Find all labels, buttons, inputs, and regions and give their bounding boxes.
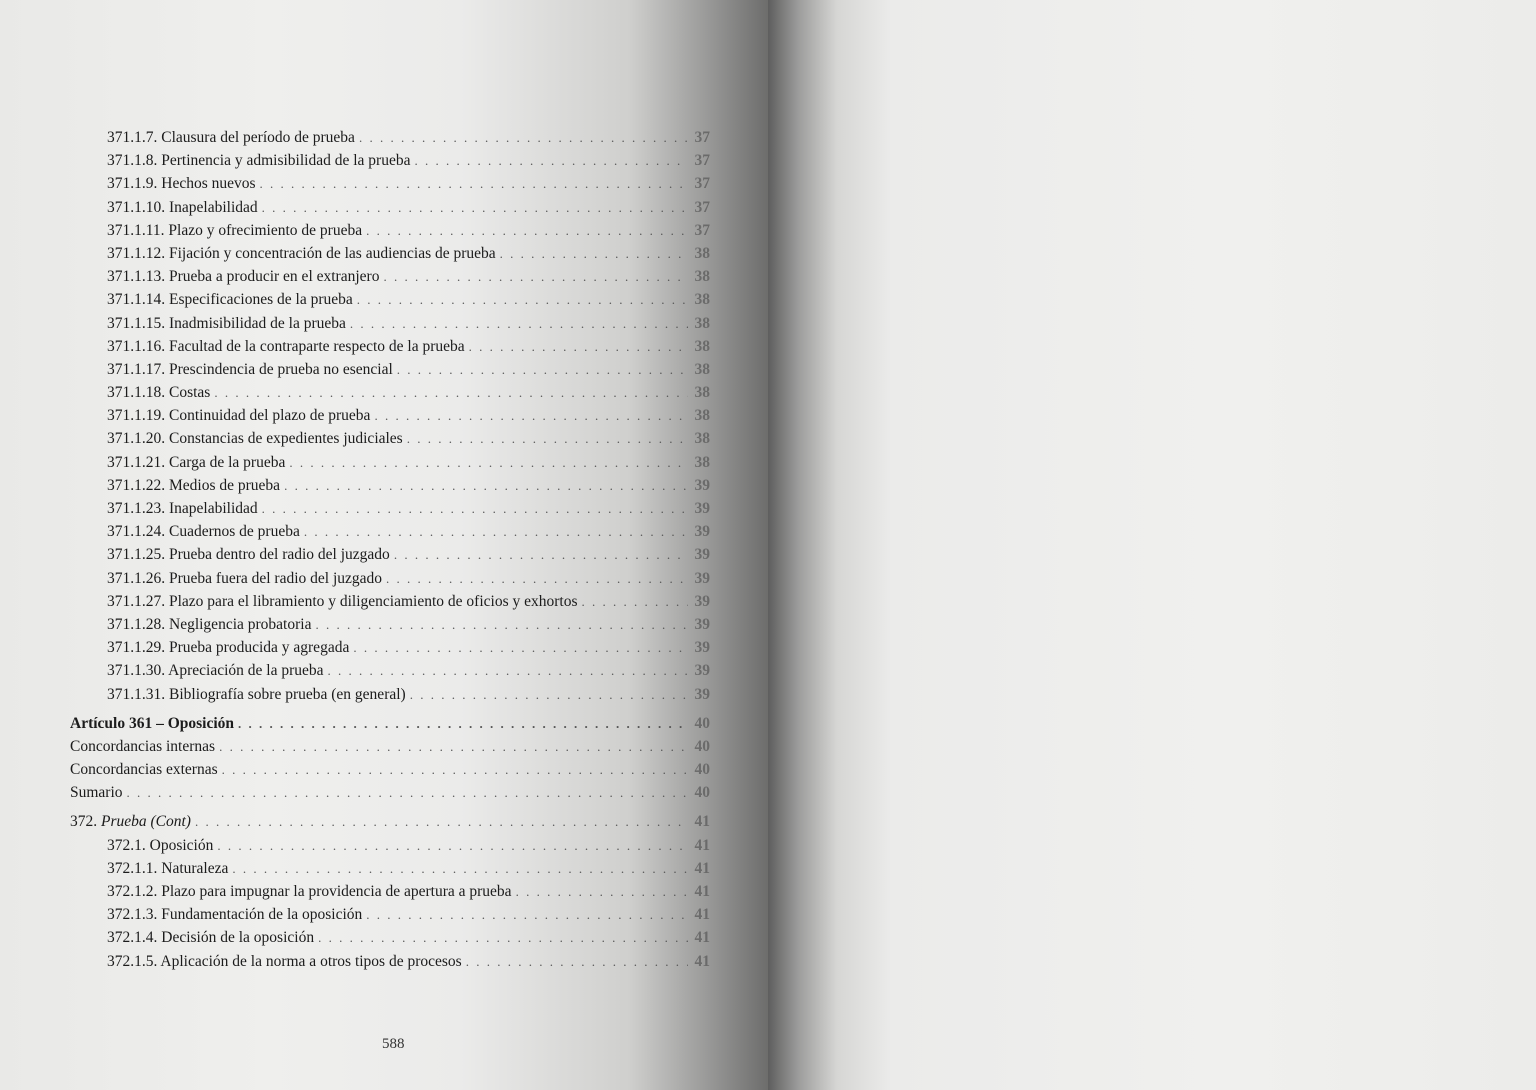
toc-entry-label: 371.1.23. Inapelabilidad: [107, 500, 258, 517]
toc-entry-label: 371.1.9. Hechos nuevos: [107, 175, 256, 193]
toc-entry-label: 371.1.25. Prueba dentro del radio del juzgado: [107, 546, 390, 564]
dot-leader: [353, 636, 688, 659]
left-toc-list: [70, 126, 710, 973]
toc-page-number: 38: [694, 291, 710, 309]
toc-entry-label: 371.1.12. Fijación y concentración de las audiencias de prueba: [107, 244, 496, 262]
toc-entry: [70, 265, 710, 288]
toc-page-number: 39: [694, 662, 710, 680]
toc-entry-label: 372.1. Oposición: [107, 836, 214, 854]
dot-leader: [328, 659, 689, 682]
dot-leader: [397, 358, 688, 381]
dot-leader: [357, 288, 688, 311]
toc-entry: [70, 288, 710, 311]
toc-entry: [70, 712, 710, 735]
toc-entry-label: 371.1.24. Cuadernos de prueba: [107, 523, 300, 541]
toc-page-number: 39: [694, 569, 710, 587]
toc-page-number: 41: [694, 836, 710, 854]
toc-page-number: 37: [694, 175, 710, 193]
dot-leader: [386, 567, 688, 590]
toc-entry-label: 371.1.10. Inapelabilidad: [107, 198, 258, 216]
toc-entry-label: 372.1.3. Fundamentación de la oposición: [107, 906, 363, 924]
dot-leader: [315, 613, 688, 636]
toc-page-number: 41: [694, 952, 710, 970]
toc-entry: [70, 335, 710, 358]
toc-entry: [70, 781, 710, 804]
toc-entry: [70, 683, 710, 706]
dot-leader: [222, 758, 688, 781]
dot-leader: [238, 712, 688, 735]
toc-entry-label: 371.1.27. Plazo para el libramiento y diligenciamiento de oficios y exhortos: [107, 592, 578, 610]
dot-leader: [407, 427, 688, 450]
toc-entry-label: 371.1.7. Clausura del período de prueba: [107, 129, 355, 146]
dot-leader: [394, 543, 688, 566]
toc-page-number: 41: [694, 859, 710, 877]
dot-leader: [318, 926, 688, 949]
right-page: [768, 0, 1536, 1090]
toc-entry-label: 371.1.11. Plazo y ofrecimiento de prueba: [107, 221, 363, 239]
toc-entry: [70, 926, 710, 949]
dot-leader: [195, 810, 688, 833]
toc-entry: [70, 196, 710, 219]
toc-entry: [70, 427, 710, 450]
toc-page-number: 41: [694, 883, 710, 900]
toc-entry: [70, 810, 710, 833]
toc-entry-label: 372.1.1. Naturaleza: [107, 859, 229, 877]
toc-page-number: 39: [694, 546, 710, 564]
toc-page-number: 38: [694, 407, 710, 425]
toc-entry-label: 371.1.18. Costas: [107, 384, 211, 402]
dot-leader: [383, 265, 688, 288]
toc-entry-label: Artículo 361 – Oposición: [70, 714, 235, 732]
dot-leader: [262, 497, 688, 520]
toc-entry-label: 371.1.20. Constancias de expedientes judiciales: [107, 430, 403, 448]
dot-leader: [366, 219, 688, 242]
toc-entry-label: 372.1.2. Plazo para impugnar la providencia de apertura a prueba: [107, 883, 512, 900]
toc-entry: [70, 149, 710, 172]
toc-page-number: 37: [694, 198, 710, 216]
toc-entry-label: Concordancias externas: [70, 761, 218, 779]
toc-entry: [70, 590, 710, 613]
toc-entry-label: 371.1.29. Prueba producida y agregada: [107, 639, 350, 657]
dot-leader: [469, 335, 688, 358]
toc-page-number: 38: [694, 384, 710, 402]
left-page-number: 588: [382, 1036, 405, 1052]
toc-entry: [70, 903, 710, 926]
dot-leader: [232, 857, 688, 880]
toc-entry: [70, 126, 710, 149]
dot-leader: [500, 242, 688, 265]
toc-entry-label: [70, 810, 191, 833]
dot-leader: [260, 172, 688, 195]
toc-entry: [70, 404, 710, 427]
toc-entry-label: 371.1.14. Especificaciones de la prueba: [107, 291, 353, 309]
toc-entry: [70, 950, 710, 973]
toc-page-number: 37: [694, 129, 710, 146]
toc-entry-label: 371.1.26. Prueba fuera del radio del juzgado: [107, 569, 383, 587]
toc-entry: [70, 474, 710, 497]
toc-entry: [70, 567, 710, 590]
toc-entry-label: 371.1.17. Prescindencia de prueba no esencial: [107, 360, 393, 378]
dot-leader: [214, 381, 688, 404]
dot-leader: [516, 880, 688, 903]
toc-section-title: Prueba (Cont): [101, 813, 191, 831]
toc-entry-label: 372.1.5. Aplicación de la norma a otros tipos de procesos: [107, 952, 462, 970]
toc-entry: [70, 312, 710, 335]
dot-leader: [374, 404, 688, 427]
toc-entry: [70, 358, 710, 381]
toc-page-number: 38: [694, 337, 710, 355]
toc-page-number: 38: [694, 268, 710, 286]
toc-page-number: 38: [694, 314, 710, 332]
toc-entry-label: 371.1.13. Prueba a producir en el extranjero: [107, 268, 380, 286]
toc-entry: [70, 834, 710, 857]
dot-leader: [581, 590, 688, 613]
dot-leader: [414, 149, 688, 172]
toc-entry-label: 371.1.16. Facultad de la contraparte respecto de la prueba: [107, 337, 465, 355]
toc-page-number: 39: [694, 615, 710, 633]
toc-entry: [70, 219, 710, 242]
toc-page-number: 39: [694, 500, 710, 517]
toc-page-number: 40: [694, 784, 710, 802]
toc-entry-label: 371.1.31. Bibliografía sobre prueba (en general): [107, 685, 406, 703]
toc-page-number: 38: [694, 360, 710, 378]
toc-page-number: 40: [694, 761, 710, 779]
toc-page-number: 38: [694, 430, 710, 448]
toc-entry-label: Concordancias internas: [70, 737, 216, 755]
toc-page-number: 41: [694, 929, 710, 947]
dot-leader: [284, 474, 688, 497]
toc-entry: [70, 880, 710, 903]
toc-entry: [70, 242, 710, 265]
toc-entry: [70, 659, 710, 682]
dot-leader: [262, 196, 688, 219]
toc-entry-label: 371.1.22. Medios de prueba: [107, 476, 281, 494]
toc-page-number: 37: [694, 152, 710, 170]
dot-leader: [359, 126, 688, 149]
dot-leader: [466, 950, 688, 973]
toc-entry-label: 371.1.28. Negligencia probatoria: [107, 615, 312, 633]
toc-entry-label: 371.1.19. Continuidad del plazo de prueba: [107, 407, 371, 425]
toc-entry: [70, 857, 710, 880]
toc-page-number: 39: [694, 476, 710, 494]
toc-entry-label: 371.1.30. Apreciación de la prueba: [107, 662, 324, 680]
toc-page-number: 39: [694, 639, 710, 657]
dot-leader: [304, 520, 688, 543]
toc-entry: [70, 381, 710, 404]
toc-entry: [70, 451, 710, 474]
toc-page-number: 41: [694, 906, 710, 924]
toc-entry: [70, 172, 710, 195]
dot-leader: [217, 834, 688, 857]
toc-entry-label: Sumario: [70, 784, 123, 802]
toc-entry: [70, 543, 710, 566]
dot-leader: [350, 312, 688, 335]
toc-entry: [70, 735, 710, 758]
toc-entry: [70, 497, 710, 520]
toc-entry-label: 372.1.4. Decisión de la oposición: [107, 929, 315, 947]
toc-section-number: 372.: [70, 813, 98, 831]
toc-entry: [70, 636, 710, 659]
toc-page-number: 41: [694, 813, 710, 831]
toc-page-number: 37: [694, 221, 710, 239]
toc-page-number: 39: [694, 592, 710, 610]
toc-entry: [70, 613, 710, 636]
toc-entry-label: 371.1.15. Inadmisibilidad de la prueba: [107, 314, 346, 332]
dot-leader: [366, 903, 688, 926]
dot-leader: [127, 781, 688, 804]
toc-page-number: 39: [694, 685, 710, 703]
dot-leader: [219, 735, 688, 758]
toc-page-number: 38: [694, 244, 710, 262]
toc-entry-label: 371.1.21. Carga de la prueba: [107, 453, 286, 471]
toc-page-number: 40: [694, 737, 710, 755]
dot-leader: [289, 451, 688, 474]
toc-page-number: 38: [694, 453, 710, 471]
dot-leader: [410, 683, 688, 706]
toc-page-number: 39: [694, 523, 710, 541]
toc-entry-label: 371.1.8. Pertinencia y admisibilidad de la prueba: [107, 152, 411, 170]
toc-entry: [70, 758, 710, 781]
toc-entry: [70, 520, 710, 543]
toc-page-number: 40: [694, 714, 710, 732]
